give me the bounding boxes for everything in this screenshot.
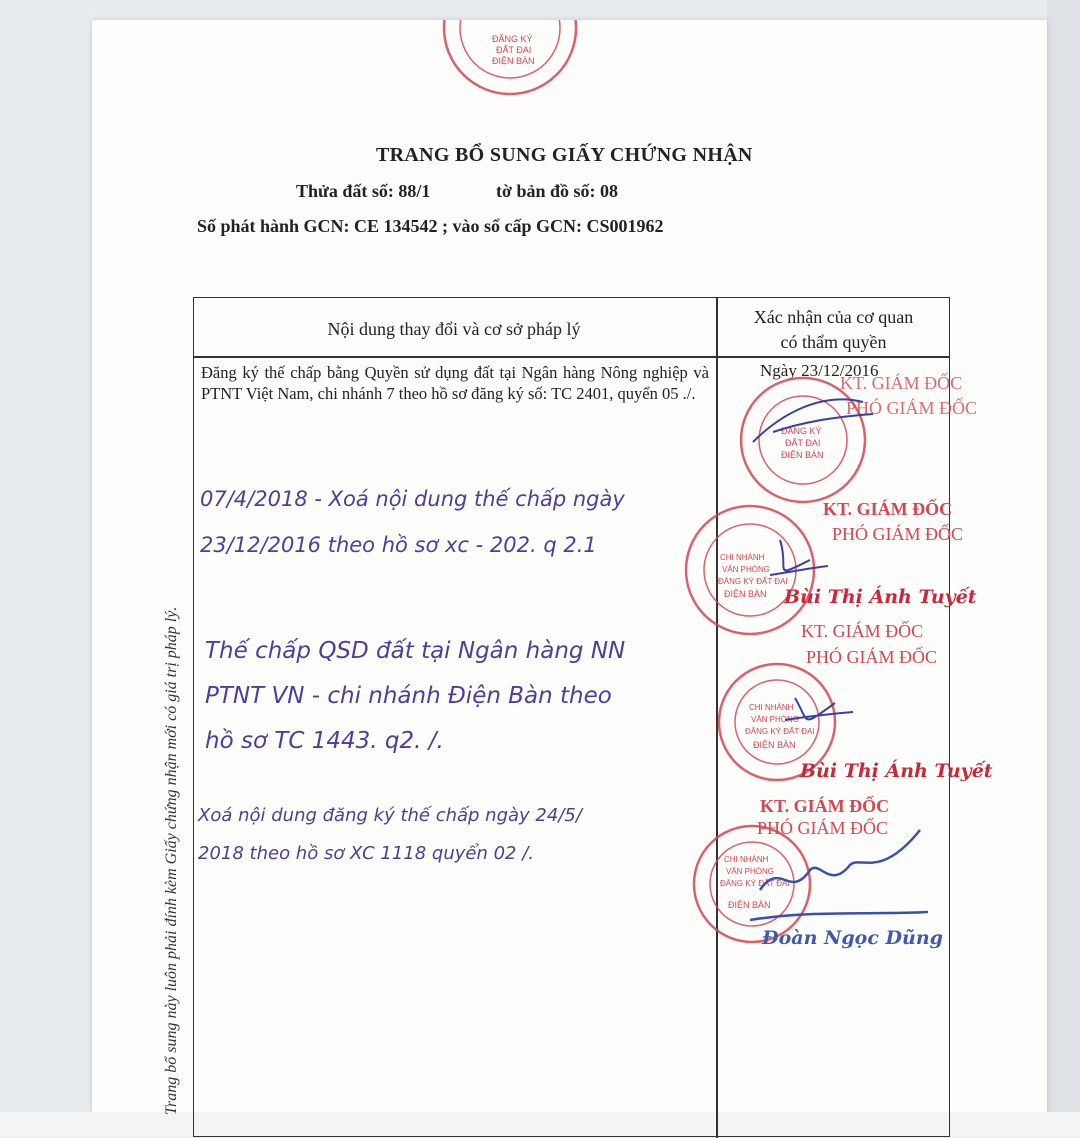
stamp3-kt-giam-doc: KT. GIÁM ĐỐC (801, 621, 924, 641)
entry-mortgage-registration: Đăng ký thế chấp bằng Quyền sử dụng đất tại Ngân hàng Nông nghiệp và PTNT Việt Nam, chi nhánh 7 theo hồ sơ đăng ký số: TC 2401, quyển 05 ./. (201, 363, 709, 403)
seal-stamp-1 (733, 372, 883, 507)
col-header-content: Nội dung thay đổi và cơ sở pháp lý (327, 319, 581, 339)
svg-text:CHI NHÁNH: CHI NHÁNH (724, 855, 769, 864)
svg-text:ĐĂNG KÝ: ĐĂNG KÝ (492, 34, 533, 44)
signer-name-2: Đoàn Ngọc Dũng (762, 927, 943, 949)
stamp4-pho-giam-doc: PHÓ GIÁM ĐỐC (757, 818, 889, 838)
header-divider (194, 356, 949, 358)
stamp2-kt-giam-doc: KT. GIÁM ĐỐC (823, 499, 953, 519)
svg-text:ĐIỆN BÀN: ĐIỆN BÀN (781, 450, 824, 460)
svg-text:ĐẤT ĐAI: ĐẤT ĐAI (785, 438, 821, 448)
svg-text:VĂN PHÒNG: VĂN PHÒNG (722, 565, 771, 574)
background-edge (1047, 0, 1080, 1137)
handwritten-entry4-line2: 2018 theo hồ sơ XC 1118 quyển 02 /. (198, 843, 534, 864)
svg-text:VĂN PHÒNG: VĂN PHÒNG (751, 715, 800, 724)
handwritten-entry3-line3: hồ sơ TC 1443. q2. /. (205, 728, 444, 754)
svg-text:ĐIỆN BÀN: ĐIỆN BÀN (724, 589, 767, 599)
stamp2-pho-giam-doc: PHÓ GIÁM ĐỐC (832, 524, 964, 544)
top-seal-stamp (440, 20, 580, 98)
svg-text:ĐIỆN BÀN: ĐIỆN BÀN (492, 56, 535, 66)
stamp4-kt-giam-doc: KT. GIÁM ĐỐC (760, 796, 890, 816)
seal-stamp-2 (680, 500, 830, 635)
signer-name-1b: Bùi Thị Ánh Tuyết (800, 760, 993, 782)
svg-text:CHI NHÁNH: CHI NHÁNH (720, 553, 765, 562)
handwritten-entry3-line2: PTNT VN - chi nhánh Điện Bàn theo (205, 683, 612, 709)
entry1-date: Ngày 23/12/2016 (760, 361, 879, 380)
stamp1-kt-giam-doc: KT. GIÁM ĐỐC (840, 373, 963, 393)
svg-text:ĐIỆN BÀN: ĐIỆN BÀN (753, 740, 796, 750)
handwritten-entry3-line1: Thế chấp QSD đất tại Ngân hàng NN (205, 638, 626, 664)
svg-text:ĐẤT ĐAI: ĐẤT ĐAI (496, 45, 532, 55)
handwritten-entry2-line1: 07/4/2018 - Xoá nội dung thế chấp ngày (200, 487, 625, 511)
certificate-issue-line: Số phát hành GCN: CE 134542 ; vào sổ cấp GCN: CS001962 (197, 216, 664, 236)
map-sheet-number: tờ bản đồ số: 08 (496, 181, 618, 201)
col-header-approval-1: Xác nhận của cơ quan (753, 307, 914, 327)
col-header-approval-2: có thẩm quyền (780, 332, 887, 352)
side-legal-note: Trang bổ sung này luôn phải đính kèm Giấy chứng nhận mới có giá trị pháp lý. (163, 606, 180, 1115)
svg-text:ĐĂNG KÝ ĐẤT ĐAI: ĐĂNG KÝ ĐẤT ĐAI (718, 577, 788, 586)
svg-text:ĐĂNG KÝ: ĐĂNG KÝ (781, 426, 822, 436)
svg-text:ĐIỆN BÀN: ĐIỆN BÀN (728, 900, 771, 910)
stamp3-pho-giam-doc: PHÓ GIÁM ĐỐC (806, 647, 938, 667)
signer-name-1: Bùi Thị Ánh Tuyết (784, 586, 977, 608)
parcel-number: Thửa đất số: 88/1 (296, 181, 431, 201)
svg-text:CHI NHÁNH: CHI NHÁNH (749, 703, 794, 712)
document-title: TRANG BỔ SUNG GIẤY CHỨNG NHẬN (376, 144, 753, 166)
svg-text:ĐĂNG KÝ ĐẤT ĐAI: ĐĂNG KÝ ĐẤT ĐAI (720, 879, 790, 888)
stamp1-pho-giam-doc: PHÓ GIÁM ĐỐC (846, 398, 978, 418)
handwritten-entry2-line2: 23/12/2016 theo hồ sơ xc - 202. q 2.1 (200, 533, 597, 557)
handwritten-entry4-line1: Xoá nội dung đăng ký thế chấp ngày 24/5/ (198, 805, 582, 826)
svg-text:ĐĂNG KÝ ĐẤT ĐAI: ĐĂNG KÝ ĐẤT ĐAI (745, 727, 815, 736)
svg-text:VĂN PHÒNG: VĂN PHÒNG (726, 867, 775, 876)
